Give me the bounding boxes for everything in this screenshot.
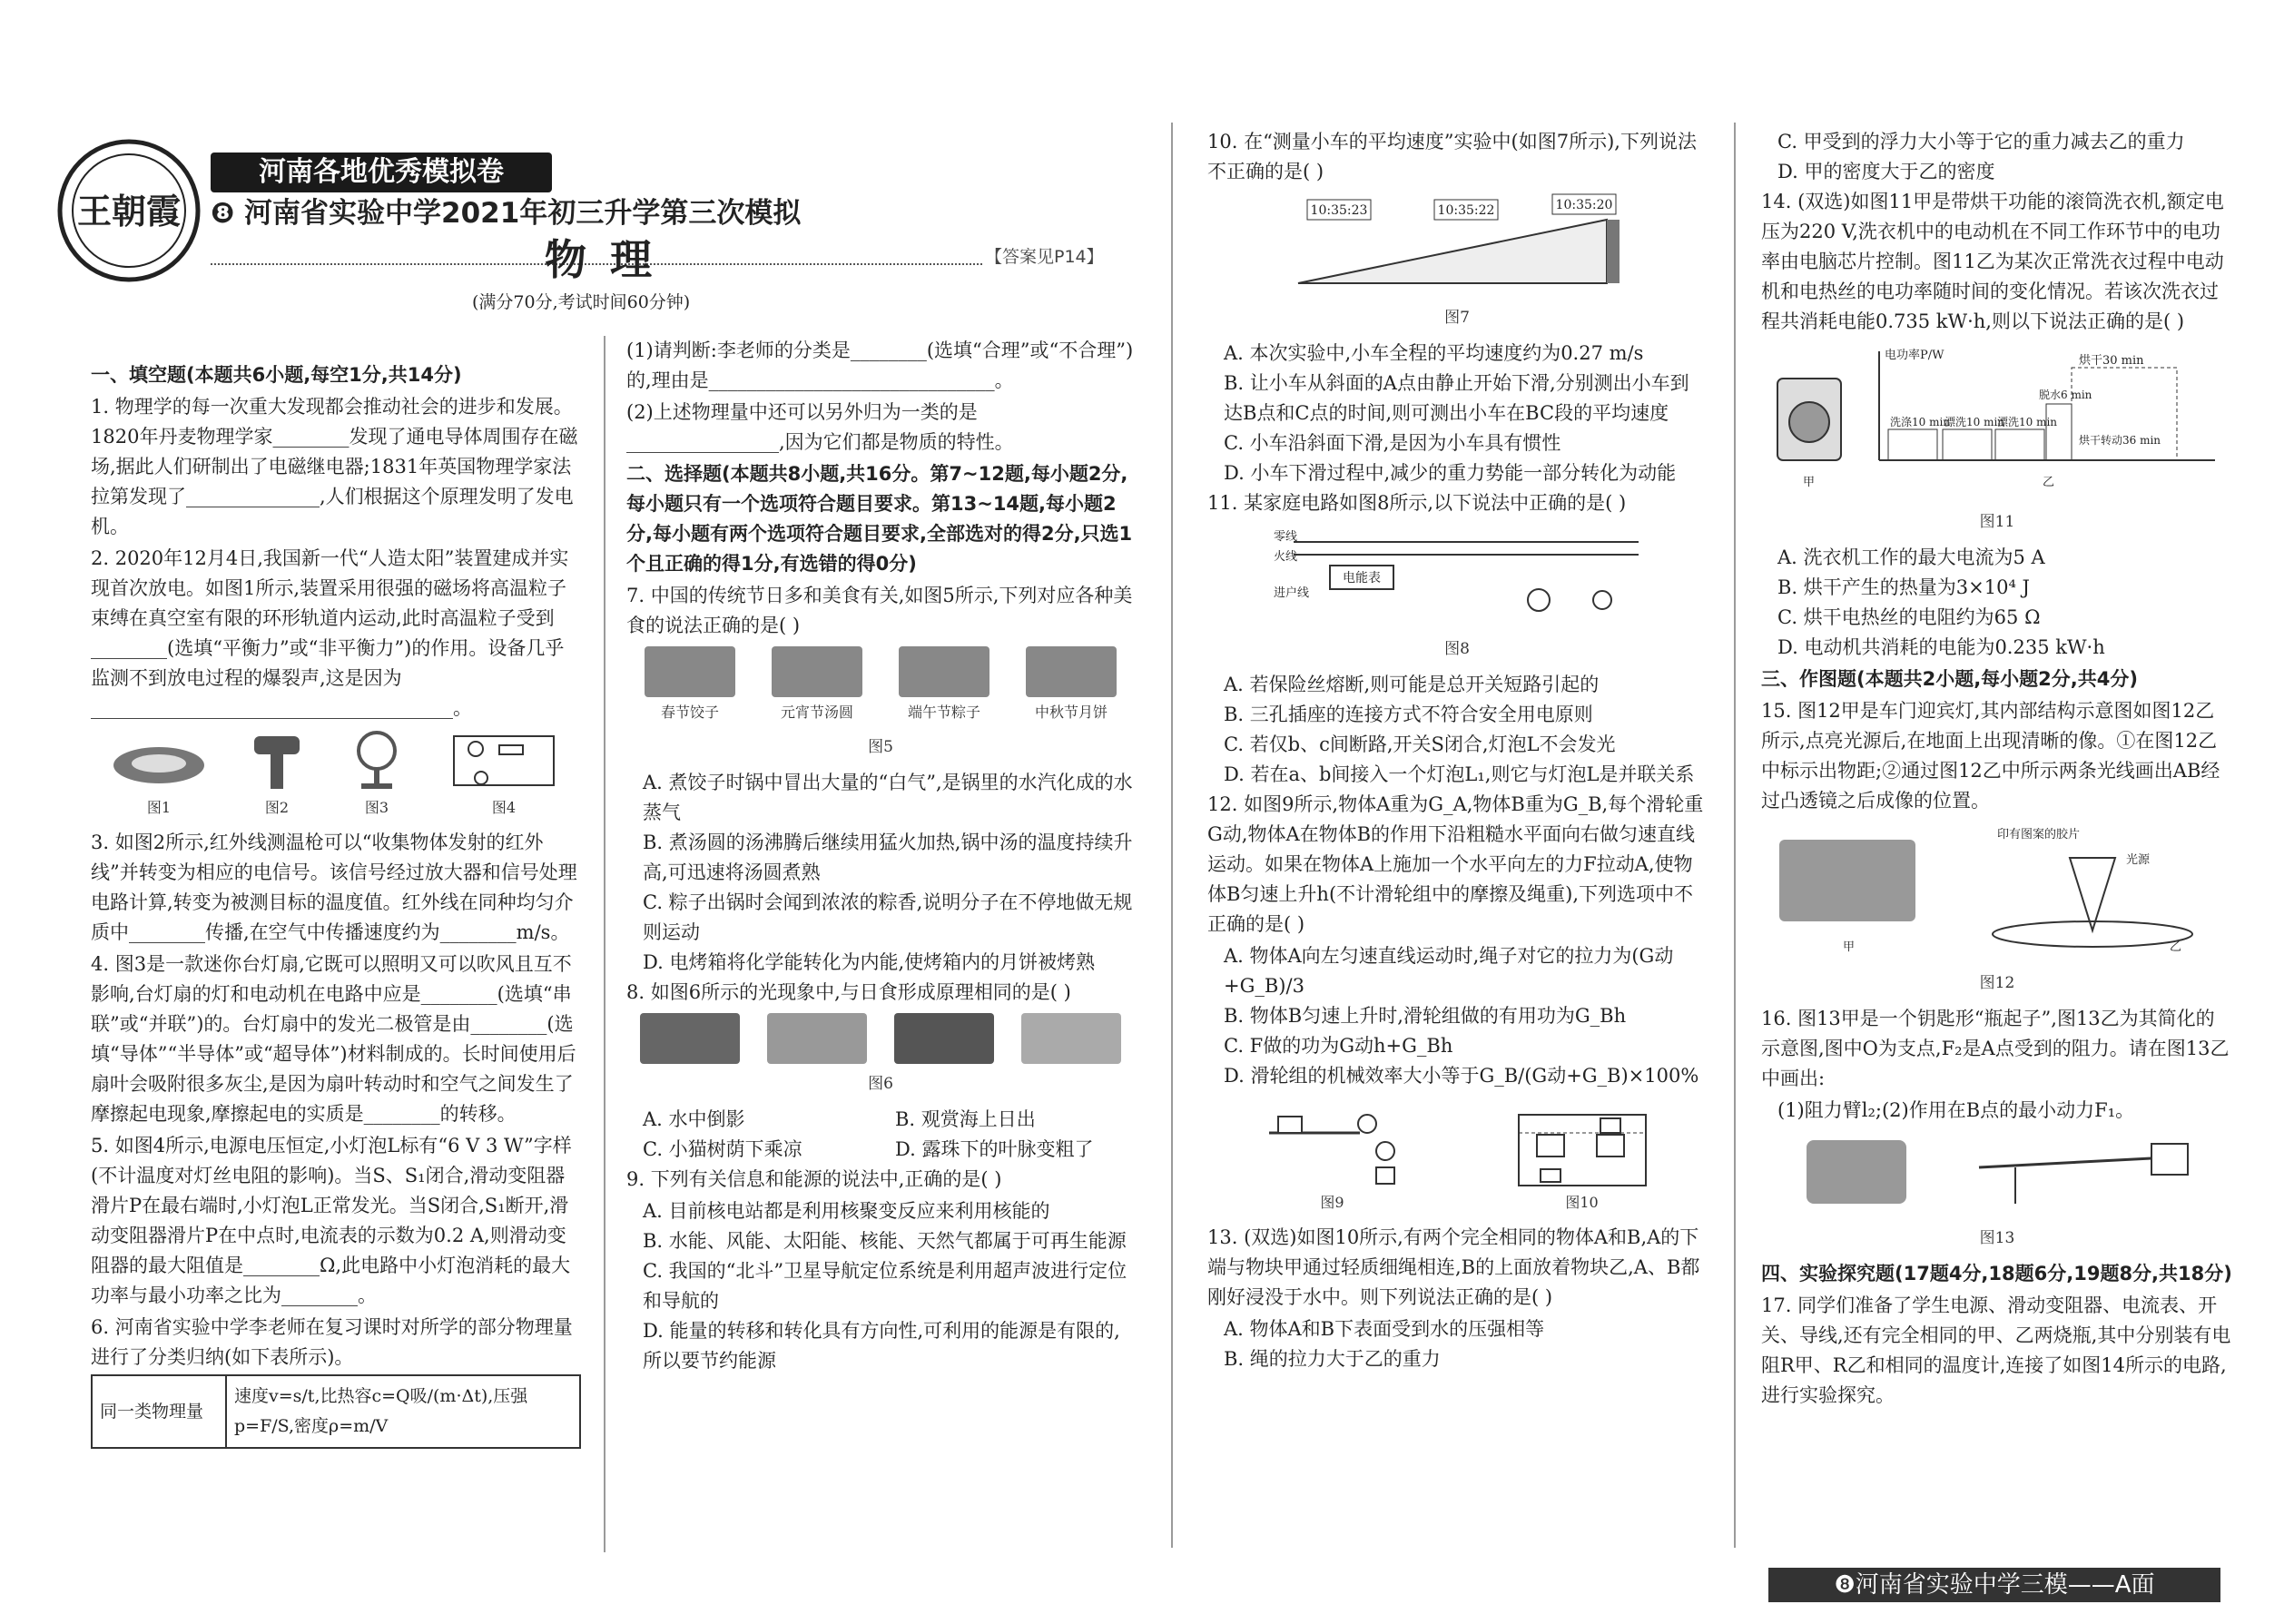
figure-7 bbox=[1207, 192, 1707, 333]
question-10: 10. 在“测量小车的平均速度”实验中(如图7所示),下列说法不正确的是( ) bbox=[1207, 131, 1697, 182]
option: D. 若在a、b间接入一个灯泡L₁,则它与灯泡L是并联关系 bbox=[1224, 763, 1695, 785]
figure-5 bbox=[626, 646, 1135, 727]
door-lamp-diagram bbox=[1770, 822, 2224, 958]
segment-label: 烘干30 min bbox=[2079, 354, 2144, 368]
food-item bbox=[1026, 646, 1117, 727]
segment-label: 漂洗10 min bbox=[1997, 416, 2058, 428]
subject-title: 物理 bbox=[545, 235, 675, 284]
table-label: 同一类物理量 bbox=[92, 1375, 226, 1448]
option: C. 粽子出锅时会闻到浓浓的粽香,说明分子在不停地做无规则运动 bbox=[643, 891, 1133, 943]
column-1 bbox=[91, 359, 581, 1449]
mooncake-image bbox=[1026, 646, 1117, 697]
table-content: 速度v=s/t,比热容c=Q吸/(m·Δt),压强p=F/S,密度ρ=m/V bbox=[226, 1375, 580, 1448]
meter-label: 电能表 bbox=[1343, 571, 1381, 586]
figure-caption: 图10 bbox=[1565, 1194, 1599, 1211]
bottle-opener-diagram bbox=[1770, 1131, 2224, 1213]
question-3: 3. 如图2所示,红外线测温枪可以“收集物体发射的红外线”并转变为相应的电信号。该信号经过放大器和信号处理电路计算,转变为被测目标的温度值。红外线在同种均匀介质中________传播,在空气中传播速度约为________m/s。 bbox=[91, 832, 577, 943]
column-4 bbox=[1761, 127, 2233, 1412]
figure-caption: 图5 bbox=[868, 738, 893, 756]
food-label: 春节饺子 bbox=[660, 704, 719, 721]
option: A. 物体A向左匀速直线运动时,绳子对它的拉力为(G动+G_B)/3 bbox=[1224, 945, 1674, 997]
dumplings-image bbox=[645, 646, 735, 697]
question-5: 5. 如图4所示,电源电压恒定,小灯泡L标有“6 V 3 W”字样(不计温度对灯丝电阻的影响)。当S、S₁闭合,滑动变阻器滑片P在最右端时,小灯泡L正常发光。当S闭合,S₁断开,滑动变阻器滑片P在中点时,电流表的示数为0.2 A,则滑动变阻器的最大阻值是________Ω,此电路中小灯泡消耗的最大功率与最小功率之比为________。 bbox=[91, 1135, 572, 1306]
option: A. 水中倒影 bbox=[643, 1108, 745, 1130]
section-heading: 二、选择题(本题共8小题,共16分。第7~12题,每小题2分,每小题只有一个选项符合题目要求。第13~14题,每小题2分,每小题有两个选项符合题目要求,全部选对的得2分,只选1个且正确的得1分,有选错的得0分) bbox=[626, 463, 1133, 575]
option: C. 烘干电热丝的电阻约为65 Ω bbox=[1777, 606, 2041, 628]
figure-9 bbox=[1260, 1097, 1405, 1217]
figure-2 bbox=[245, 729, 309, 822]
shade-photo bbox=[894, 1013, 994, 1064]
option: A. 煮饺子时锅中冒出大量的“白气”,是锅里的水汽化成的水蒸气 bbox=[643, 772, 1133, 823]
option: A. 物体A和B下表面受到水的压强相等 bbox=[1224, 1318, 1545, 1340]
option: B. 三孔插座的连接方式不符合安全用电原则 bbox=[1224, 704, 1593, 725]
wire-label: 零线 bbox=[1274, 530, 1298, 544]
question-12: 12. 如图9所示,物体A重为G_A,物体B重为G_B,每个滑轮重G动,物体A在物体B的作用下沿粗糙水平面向右做匀速直线运动。如果在物体A上施加一个水平向左的力F拉动A,使物体B匀速上升h(不计滑轮组中的摩擦及绳重),下列选项中不正确的是( ) bbox=[1207, 793, 1704, 935]
desk-fan-image bbox=[345, 729, 409, 792]
question-8-options bbox=[626, 1105, 1135, 1165]
pulley-diagram bbox=[1260, 1097, 1405, 1187]
incline-ruler-diagram bbox=[1280, 192, 1634, 292]
answer-reference: 【答案见P14】 bbox=[985, 247, 1104, 267]
tangyuan-image bbox=[772, 646, 862, 697]
segment-label: 漂洗10 min bbox=[1944, 416, 2005, 428]
option: A. 本次实验中,小车全程的平均速度约为0.27 m/s bbox=[1224, 342, 1644, 364]
option: B. 观赏海上日出 bbox=[895, 1108, 1036, 1130]
question-9: 9. 下列有关信息和能源的说法中,正确的是( ) bbox=[626, 1168, 1002, 1190]
sub-figure-label: 乙 bbox=[2043, 476, 2055, 489]
column-divider bbox=[1171, 123, 1173, 1548]
diagram-label: 光源 bbox=[2126, 853, 2151, 867]
figure-caption: 图3 bbox=[364, 799, 389, 816]
column-divider bbox=[1734, 123, 1736, 1548]
sub-figure-label: 甲 bbox=[1843, 940, 1856, 954]
option: D. 小车下滑过程中,减少的重力势能一部分转化为动能 bbox=[1224, 462, 1677, 484]
figure-caption: 图12 bbox=[1979, 974, 2015, 992]
question-11: 11. 某家庭电路如图8所示,以下说法中正确的是( ) bbox=[1207, 492, 1627, 514]
figure-caption: 图2 bbox=[264, 799, 290, 816]
question-6: 6. 河南省实验中学李老师在复习课时对所学的部分物理量进行了分类归纳(如下表所示)。 bbox=[91, 1316, 573, 1368]
figures-9-10 bbox=[1207, 1097, 1707, 1217]
option: B. 烘干产生的热量为3×10⁴ J bbox=[1777, 576, 2030, 598]
question-4: 4. 图3是一款迷你台灯扇,它既可以照明又可以吹风且互不影响,台灯扇的灯和电动机在电路中应是________(选填“串联”或“并联”)的。台灯扇中的发光二极管是由________(选填“导体”“半导体”或“超导体”)材料制成的。长时间使用后扇叶会吸附很多灰尘,是因为扇叶转动时和空气之间发生了摩擦起电现象,摩擦起电的实质是________的转移。 bbox=[91, 953, 576, 1125]
figure-12 bbox=[1761, 822, 2233, 999]
food-item bbox=[772, 646, 862, 727]
series-banner: 河南各地优秀模拟卷 bbox=[211, 153, 552, 192]
figure-10 bbox=[1510, 1097, 1655, 1217]
section-heading: 四、实验探究题(17题4分,18题6分,19题8分,共18分) bbox=[1761, 1263, 2232, 1284]
option: C. 我国的“北斗”卫星导航定位系统是利用超声波进行定位和导航的 bbox=[643, 1260, 1127, 1312]
thermometer-gun-image bbox=[245, 729, 309, 792]
figure-caption: 图11 bbox=[1979, 513, 2015, 531]
option: D. 电烤箱将化学能转化为内能,使烤箱内的月饼被烤熟 bbox=[643, 951, 1096, 973]
question-16: 16. 图13甲是一个钥匙形“瓶起子”,图13乙为其简化的示意图,图中O为支点,F₂是A点受到的阻力。请在图13乙中画出: bbox=[1761, 1008, 2230, 1089]
figure-caption: 图9 bbox=[1320, 1194, 1344, 1211]
page-footer: ❽河南省实验中学三模——A面 bbox=[1768, 1568, 2220, 1602]
column-3 bbox=[1207, 127, 1707, 1374]
option: A. 洗衣机工作的最大电流为5 A bbox=[1777, 546, 2045, 568]
tokamak-image bbox=[109, 738, 209, 792]
question-6-part-1: (1)请判断:李老师的分类是________(选填“合理”或“不合理”)的,理由是______________________________。 bbox=[626, 340, 1134, 391]
section-heading: 一、填空题(本题共6小题,每空1分,共14分) bbox=[91, 364, 462, 386]
sub-figure-label: 甲 bbox=[1803, 476, 1816, 489]
question-1: 1. 物理学的每一次重大发现都会推动社会的进步和发展。1820年丹麦物理学家________发现了通电导体周围存在磁场,据此人们研制出了电磁继电器;1831年英国物理学家法拉第发现了______________,人们根据这个原理发明了发电机。 bbox=[91, 396, 578, 537]
food-item bbox=[645, 646, 735, 727]
question-2: 2. 2020年12月4日,我国新一代“人造太阳”装置建成并实现首次放电。如图1所示,装置采用很强的磁场将高温粒子束缚在真空室有限的环形轨道内运动,此时高温粒子受到________(选填“平衡力”或“非平衡力”)的作用。设备几乎监测不到放电过程的爆裂声,这是因为______________________________________。 bbox=[91, 547, 569, 719]
figure-caption: 图1 bbox=[146, 799, 172, 816]
logo-seal bbox=[54, 136, 204, 286]
question-17: 17. 同学们准备了学生电源、滑动变阻器、电流表、开关、导线,还有完全相同的甲、乙两烧瓶,其中分别装有电阻R甲、R乙和相同的温度计,连接了如图14所示的电路,进行实验探究。 bbox=[1761, 1294, 2231, 1406]
option: C. 小车沿斜面下滑,是因为小车具有惯性 bbox=[1224, 432, 1561, 454]
question-8: 8. 如图6所示的光现象中,与日食形成原理相同的是( ) bbox=[626, 981, 1071, 1003]
question-16-sub: (1)阻力臂l₂;(2)作用在B点的最小动力F₁。 bbox=[1777, 1099, 2135, 1121]
option: C. 甲受到的浮力大小等于它的重力减去乙的重力 bbox=[1777, 131, 2185, 153]
option: A. 目前核电站都是利用核聚变反应来利用核能的 bbox=[643, 1200, 1050, 1222]
classification-table bbox=[91, 1374, 581, 1449]
option: B. 物体B匀速上升时,滑轮组做的有用功为G_Bh bbox=[1224, 1005, 1627, 1027]
figure-caption: 图8 bbox=[1444, 640, 1470, 658]
food-item bbox=[899, 646, 989, 727]
figure-caption: 图13 bbox=[1979, 1229, 2015, 1247]
sub-figure-label: 乙 bbox=[2170, 940, 2182, 954]
wire-label: 进户线 bbox=[1274, 586, 1310, 600]
figure-caption: 图6 bbox=[868, 1075, 893, 1093]
figure-1 bbox=[109, 738, 209, 822]
buoyancy-diagram bbox=[1510, 1097, 1655, 1187]
food-label: 端午节粽子 bbox=[907, 704, 980, 721]
column-divider bbox=[604, 336, 605, 1552]
question-6-part-2: (2)上述物理量中还可以另外归为一类的是________________,因为它们都是物质的特性。 bbox=[626, 401, 1014, 453]
exam-title: ❽ 河南省实验中学2021年初三升学第三次模拟 bbox=[211, 197, 802, 230]
exam-note: (满分70分,考试时间60分钟) bbox=[472, 292, 691, 312]
reflection-photo bbox=[640, 1013, 740, 1064]
column-2 bbox=[626, 336, 1135, 1376]
dewdrop-photo bbox=[1021, 1013, 1121, 1064]
wire-label: 火线 bbox=[1274, 550, 1298, 564]
figure-13 bbox=[1761, 1131, 2233, 1254]
svg-text:王朝霞: 王朝霞 bbox=[76, 191, 182, 231]
washer-power-chart bbox=[1770, 342, 2224, 497]
option: B. 让小车从斜面的A点由静止开始下滑,分别测出小车到达B点和C点的时间,则可测出小车在BC段的平均速度 bbox=[1224, 372, 1689, 424]
question-14: 14. (双选)如图11甲是带烘干功能的滚筒洗衣机,额定电压为220 V,洗衣机中的电动机在不同工作环节中的电功率由电脑芯片控制。图11乙为某次正常洗衣过程中电动机和电热丝的电功率随时间的变化情况。若该次洗衣过程共消耗电能0.735 kW·h,则以下说法正确的是( ) bbox=[1761, 191, 2224, 332]
option: D. 滑轮组的机械效率大小等于G_B/(G动+G_B)×100% bbox=[1224, 1065, 1699, 1087]
timer-reading: 10:35:23 bbox=[1310, 203, 1368, 218]
option: C. F做的功为G动h+G_Bh bbox=[1224, 1035, 1453, 1057]
option: D. 甲的密度大于乙的密度 bbox=[1777, 161, 1995, 182]
figure-8 bbox=[1207, 524, 1707, 664]
option: B. 水能、风能、太阳能、核能、天然气都属于可再生能源 bbox=[643, 1230, 1127, 1252]
figure-11 bbox=[1761, 342, 2233, 537]
zongzi-image bbox=[899, 646, 989, 697]
option: C. 小猫树荫下乘凉 bbox=[643, 1138, 802, 1160]
segment-label: 洗涤10 min bbox=[1890, 416, 1951, 428]
diagram-label: 印有图案的胶片 bbox=[1997, 828, 2081, 842]
option: D. 露珠下的叶脉变粗了 bbox=[895, 1138, 1094, 1160]
timer-reading: 10:35:20 bbox=[1555, 198, 1613, 212]
option: D. 电动机共消耗的电能为0.235 kW·h bbox=[1777, 636, 2105, 658]
segment-label: 烘干转动36 min bbox=[2079, 434, 2161, 447]
segment-label: 脱水6 min bbox=[2039, 389, 2092, 401]
timer-reading: 10:35:22 bbox=[1437, 203, 1495, 218]
figure-caption: 图4 bbox=[491, 799, 517, 816]
circuit-diagram bbox=[445, 729, 563, 792]
home-circuit-diagram bbox=[1266, 524, 1648, 624]
question-13: 13. (双选)如图10所示,有两个完全相同的物体A和B,A的下端与物块甲通过轻质细绳相连,B的上面放着物块乙,A、B都刚好浸没于水中。则下列说法正确的是( ) bbox=[1207, 1226, 1700, 1308]
figure-4 bbox=[445, 729, 563, 822]
figure-caption: 图7 bbox=[1444, 309, 1470, 327]
section-heading: 三、作图题(本题共2小题,每小题2分,共4分) bbox=[1761, 668, 2138, 690]
figure-3 bbox=[345, 729, 409, 822]
food-label: 元宵节汤圆 bbox=[780, 704, 853, 721]
option: B. 绳的拉力大于乙的重力 bbox=[1224, 1348, 1441, 1370]
question-15: 15. 图12甲是车门迎宾灯,其内部结构示意图如图12乙所示,点亮光源后,在地面上出现清晰的像。①在图12乙中标示出物距;②通过图12乙中所示两条光线画出AB经过凸透镜之后成像的位置。 bbox=[1761, 700, 2220, 812]
food-label: 中秋节月饼 bbox=[1034, 704, 1108, 721]
figure-6 bbox=[626, 1013, 1135, 1064]
sunrise-photo bbox=[767, 1013, 867, 1064]
option: D. 能量的转移和转化具有方向性,可利用的能源是有限的,所以要节约能源 bbox=[643, 1320, 1120, 1372]
figures-1-4 bbox=[91, 729, 581, 822]
axis-label: 电功率P/W bbox=[1885, 349, 1944, 362]
option: A. 若保险丝熔断,则可能是总开关短路引起的 bbox=[1224, 674, 1600, 695]
option: B. 煮汤圆的汤沸腾后继续用猛火加热,锅中汤的温度持续升高,可迅速将汤圆煮熟 bbox=[643, 832, 1133, 883]
question-7: 7. 中国的传统节日多和美食有关,如图5所示,下列对应各种美食的说法正确的是( ) bbox=[626, 585, 1133, 636]
option: C. 若仅b、c间断路,开关S闭合,灯泡L不会发光 bbox=[1224, 733, 1616, 755]
